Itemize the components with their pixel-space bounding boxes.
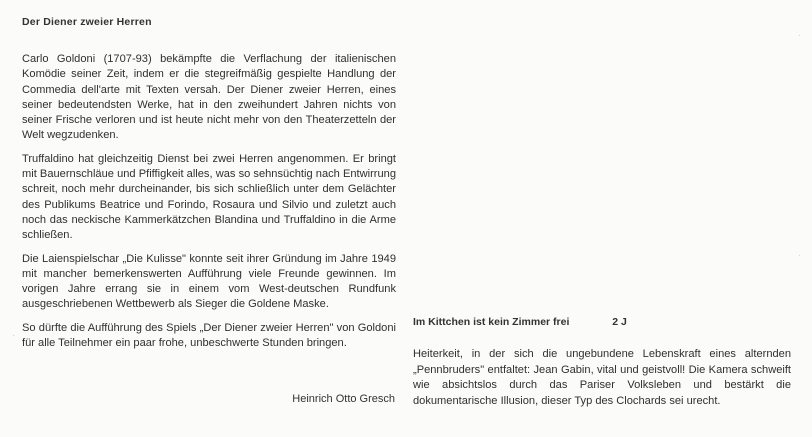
margin-mark: · <box>12 330 16 341</box>
right-article-header <box>413 316 791 328</box>
paragraph-plot: Truffaldino hat gleichzeitig Dienst bei zwei Herren angenommen. Er bringt mit Bauernschläue und Pfiffigkeit alles, was so sehnsüchtig nach Entwirrung schreit, noch mehr durcheinander, bis sich schließlich unter dem Gelächter des Publikums Beatrice und Forindo, Rosaura und Silvio und zuletzt auch noch das neckische Kammerkätzchen Blandina und Truffaldino in die Arme schließen. <box>22 152 396 242</box>
margin-mark: · <box>798 30 802 41</box>
left-article <box>22 16 396 359</box>
right-article <box>413 316 791 409</box>
left-article-title: Der Diener zweier Herren <box>22 16 152 28</box>
paragraph-intro: Carlo Goldoni (1707-93) bekämpfte die Verflachung der italienischen Komödie seiner Zeit, indem er die stegreifmäßig gespielte Handlung der Commedia dell'arte mit Texten versah. Der Diener zweier Herren, eines seiner bedeutendsten Werke, hat in den zweihundert Jahren nichts von seiner Frische verloren und ist heute nicht mehr von den Theaterzetteln der Welt wegzudenken. <box>22 53 396 142</box>
margin-mark: · <box>798 250 802 261</box>
author-signature: Heinrich Otto Gresch <box>292 393 395 405</box>
right-article-text: Heiterkeit, in der sich die ungebundene Lebenskraft eines alternden „Pennbruders" entfaltet: Jean Gabin, vital und geistvoll! Die Kamera schweift wie absichtslos durch das Pariser Volksleben und bestärkt die dokumentarische Illusion, dieser Typ des Clochards sei urecht. <box>413 348 791 407</box>
paragraph-ensemble: Die Laienspielschar „Die Kulisse" konnte seit ihrer Gründung im Jahre 1949 mit mancher bemerkenswerten Aufführung viele Freunde gewinnen. Im vorigen Jahre errang sie in einem vom West-deutschen Rundfunk ausgeschriebenen Wettbewerb als Sieger die Goldene Maske. <box>22 252 396 311</box>
right-article-title: Im Kittchen ist kein Zimmer frei <box>413 316 570 328</box>
paragraph-closing: So dürfte die Aufführung des Spiels „Der Diener zweier Herren" von Goldoni für alle Teilnehmer ein paar frohe, unbeschwerte Stunden bringen. <box>22 321 396 350</box>
film-rating: 2 J <box>612 316 627 328</box>
